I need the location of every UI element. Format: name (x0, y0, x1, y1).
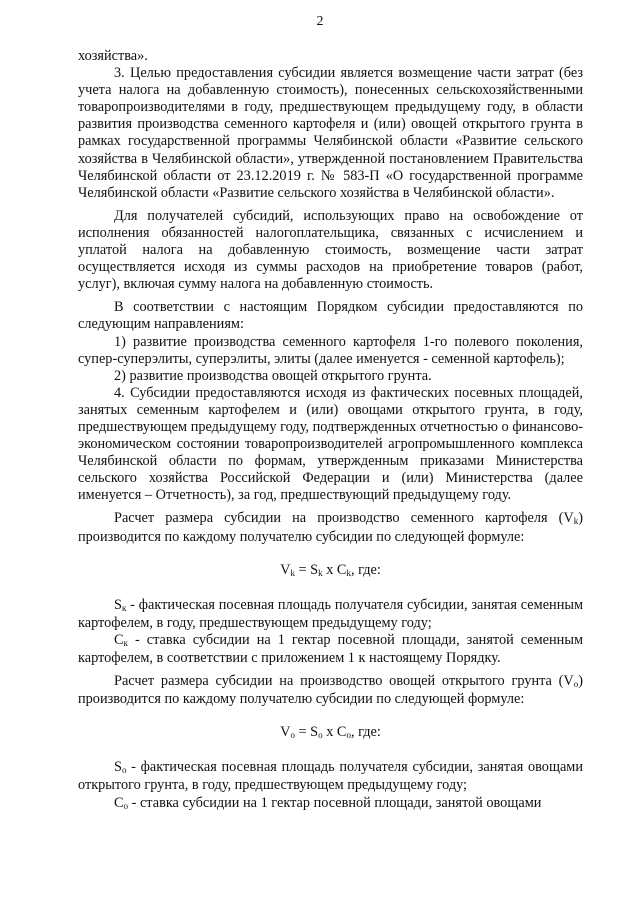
paragraph-potato-formula-intro: Расчет размера субсидии на производство семенного картофеля $(V_k)$ производится по каждому получателю субсидии по следующей формуле: (78, 510, 583, 545)
formula-veg: $V_o = S_o$ x $C_o$, где: (280, 724, 381, 741)
definition-veg-rate: $С_о$ - ставка субсидии на 1 гектар посевной площади, занятой овощами (114, 794, 542, 811)
definition-potato-area: $S_к$ - фактическая посевная площадь получателя субсидии, занятая семенным картофелем, в году, предшествующем предыдущему году; (78, 596, 583, 631)
definition-potato-rate: $С_к$ - ставка субсидии на 1 гектар посевной площади, занятой семенным картофелем, в соответствии с приложением 1 к настоящему Порядку. (78, 631, 583, 666)
paragraph-vat-exemption: Для получателей субсидий, использующих право на освобождение от исполнения обязанностей налогоплательщика, связанных с исчислением и уплатой налога на добавленную стоимость, возмещение части затрат осуществляется исходя из суммы расходов на приобретение товаров (работ, услуг), включая сумму налога на добавленную стоимость. (78, 207, 583, 293)
paragraph-direction-1: 1) развитие производства семенного картофеля 1-го полевого поколения, супер-суперэлиты, суперэлиты, элиты (далее именуется - семенной картофель); (78, 333, 583, 367)
paragraph-item-4: 4. Субсидии предоставляются исходя из фактических посевных площадей, занятых семенным картофелем и (или) овощами открытого грунта, в году, предшествующем предыдущему году, подтвержденных отчетностью о финансово-экономическом состоянии товаропроизводителей агропромышленного комплекса Челябинской области по формам, утвержденным приказами Министерства сельского хозяйства Российской Федерации и (или) Министерства (далее именуется – Отчетность), за год, предшествующий предыдущему году. (78, 384, 583, 504)
paragraph-directions-intro: В соответствии с настоящим Порядком субсидии предоставляются по следующим направлениям: (78, 299, 583, 333)
formula-potato: $V_k = S_k$ x $C_k$, где: (280, 561, 381, 578)
paragraph-direction-2: 2) развитие производства овощей открытого грунта. (114, 367, 432, 384)
paragraph-continuation: хозяйства». (78, 48, 148, 64)
paragraph-veg-formula-intro: Расчет размера субсидии на производство овощей открытого грунта $(V_о)$ производится по каждому получателю субсидии по следующей формуле: (78, 673, 583, 708)
page-number: 2 (316, 14, 324, 29)
document-body (78, 48, 583, 813)
paragraph-item-3: 3. Целью предоставления субсидии является возмещение части затрат (без учета налога на добавленную стоимость), понесенных сельскохозяйственными товаропроизводителями в году, предшествующем предыдущему году, в области развития производства семенного картофеля и (или) овощей открытого грунта в рамках государственной программы Челябинской области «Развитие сельского хозяйства в Челябинской области», утвержденной постановлением Правительства Челябинской области от 23.12.2019 г. № 583-П «О государственной программе Челябинской области «Развитие сельского хозяйства в Челябинской области». (78, 65, 583, 201)
definition-veg-area: $S_о$ - фактическая посевная площадь получателя субсидии, занятая овощами открытого грунта, в году, предшествующем предыдущему году; (78, 759, 583, 794)
